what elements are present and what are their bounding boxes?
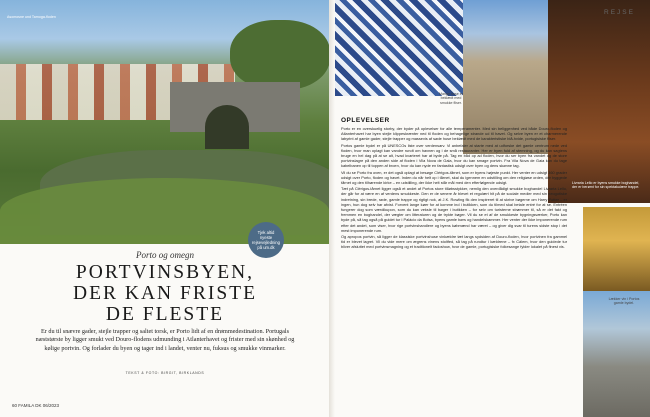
photo-caption: Asomosne und Tarnoga-floden bbox=[7, 15, 56, 19]
article-heading: OPLEVELSER bbox=[341, 117, 390, 124]
kicker: Porto og omegn bbox=[136, 250, 194, 260]
headline-line-3: DE FLESTE bbox=[105, 304, 225, 325]
body-paragraph-3: Vil du se Porto fra oven, er det også oplagt at besøge Clérigos-tårnet, som er byens højeste punkt. Her venter en udsigt 360 grader udsigt over Porto, floden og havet. Inden du når helt op i tårnet, skal du igennem en udstilling om den religiøse orden, der byggede tårnet og den tilhørende kirke – en udstilling, der ikke helt står mål med den efterfølgende udsigt. bbox=[341, 169, 567, 186]
headline bbox=[10, 262, 320, 325]
library-caption: Livraria Lello er byens smukke boghandel, der er berømt for sin spektakulære trappe. bbox=[572, 181, 640, 190]
church-caption: Lækker vin i Portos gamle bydel. bbox=[608, 297, 640, 306]
shopfront-photo bbox=[583, 207, 650, 291]
body-paragraph-5: Og apropos portvin, så ligger de klassiske portvinshuse vinkældre tæt langs sydsiden af Douro-floden, hvor portvinen fra gammel tid er blevet lagret. Vil du vide mere om ægrens vinens stoltfed, så tag på rundtur i kældrene – fx Cálem, hvor den guidede tur bliver afsluttet med portvinsmagning og et traditionelt fadoshow, hvor de gamle, portugisiske folkesange fylder lokalet på finest vis. bbox=[341, 234, 567, 250]
body-paragraph-2: Portos gamle bydel er på UNESCOs liste over verdensarv. Vi anbefaler at starte med at udforske det gamle centrum nede ved floden, hvor man oplagt kan vandre rundt om havnen og i de små restauranter. Her er byen fuld af stemning, og du kan sagtens bruge en hel dag på at se alt, hvad kvarteret har at byde på. Tag en båd op ad floden, hvor du ser byen fra vandet og de store portvinslagre på den anden side af floden i Vila Nova de Gaia, hvor du kan smage portvin. Fra Vila Nova de Gaia kan du tage kabelbanen op til toppen af broen, hvor du kan nyde en fantastisk udsigt over byen og dens skønne tag. bbox=[341, 142, 567, 169]
advice-bubble-text: Tjek altid nyeste rejsevejledning på um.dk bbox=[252, 230, 280, 250]
body-paragraph-4: Tæt på Clérigos-tårnet ligger også et andet af Portos store tilløbsstykker, nemlig den overdådigt smukke boghandel Livraria Lello, der går for at være en af verdens smukkeste. Den er de senere år blevet et regulært hit på de sociale medier med sin neogotiske indretning, sin brede, røde, gamle trappe og rigtigt nok, at J.K. Rowling fik den inspireret til at skrive bøgerne om Harry Potter – er ingen, hun dog selv har afvist. Forvent lange køer for at komme ind i butikken, som du tilmed skal betale entré for at se. Entréen fungerer dog som værdikupon, som du kan veksle til bøger i butikken – for selv om turisterne strømmer til, så er det fakt og fremmen en boghandel, der vægter om litteraturen og de trykte bøger. Vil du se et af de smukkeste bygningsværker, Porto kan byde på, så tag også på guidet tur i Palácio da Bolsa, byens gamle børs og handelskammer. Her venter der ikke imponerende rum efter det andet, som viser, hvor rige portvinshandlere og byens købmænd har været – og giver dig svar til turens sidste stop i det mest imponerende rum. bbox=[341, 186, 567, 233]
trees bbox=[230, 20, 329, 90]
tile-caption: Mange huse er beklædt med smukke fliser. bbox=[439, 92, 463, 105]
page-folio: 60 FAMILA DK 06/2023 bbox=[12, 403, 60, 408]
headline-line-2: DER KAN FRISTE bbox=[72, 283, 257, 304]
headline-line-1: PORTVINSBYEN, bbox=[75, 262, 255, 283]
lead-paragraph: Er du til snævre gader, stejle trapper og saltet torsk, er Porto lidt af en drømmedestination. Portugals næststørste by ligger smukt ved Douro-flodens udmunding i Atlanterhavet og frister med sin skønhed og kølige portvin. Og forlader du byen og tager ind i landet, venter nu, fuksus og smukke vinmarker. bbox=[35, 328, 295, 352]
byline: TEKST & FOTO: BIRGIT, BIRKLANDS bbox=[125, 371, 205, 375]
river-bridge-photo bbox=[0, 0, 329, 244]
section-label: REJSE bbox=[604, 9, 635, 16]
bridge-arch bbox=[205, 105, 249, 149]
church-photo bbox=[583, 291, 650, 417]
body-paragraph-1: Porto er en overskuelig storby, der byder på oplevelser for alle temperamenter. Med sin beliggenhed ved både Douro-floden og Atlanterhavet har byen stejle klippeskrænter ned til floden og behagelige strande ud til havet. Og selve byen er et charmerende labyrint af gamle gader, stejle trapper og massevis af søde huse beklædt med de karakteristiske blå-hvide, portugisiske fliser. bbox=[341, 126, 567, 142]
azulejo-tile-photo bbox=[335, 0, 463, 96]
article-body bbox=[341, 126, 567, 414]
